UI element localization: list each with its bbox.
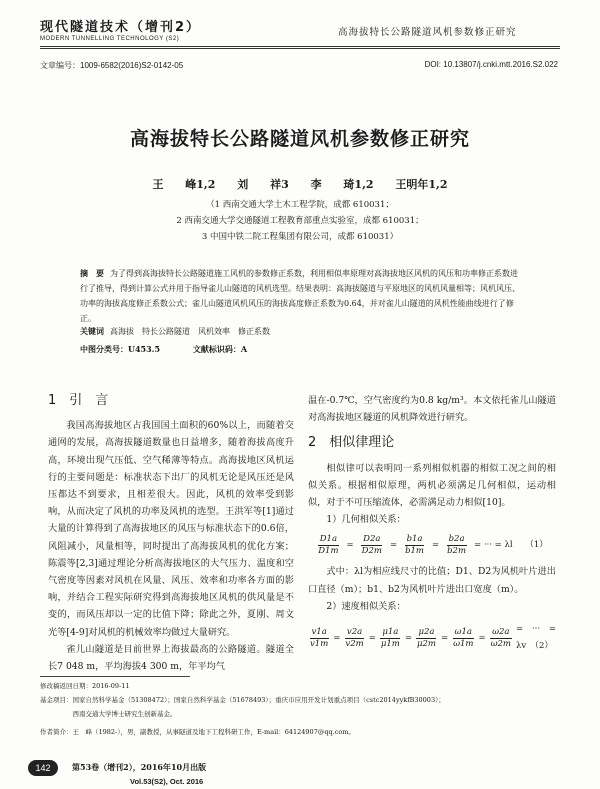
journal-name: 现代隧道技术（增刊2） [40,20,202,35]
journal-name-en: MODERN TUNNELLING TECHNOLOGY (S2) [40,36,180,42]
fraction: $\frac{\omega 2a}{\omega 2m}$ [490,626,511,649]
footnote-rule [40,676,190,677]
affiliation: 3 中国中铁二院工程集团有限公司，成都 610031） [201,232,399,242]
fraction: $\frac{\omega 1a}{\omega 1m}$ [453,626,474,649]
left-column [48,392,294,675]
abstract [80,266,520,326]
fraction: $\frac{b1a}{b1m}$ [405,534,424,557]
fraction: $\frac{\mu 2a}{\mu 2m}$ [416,626,436,649]
running-title: 高海拔特长公路隧道风机参数修正研究 [338,27,517,38]
affiliation: 2 西南交通大学交通隧道工程教育部重点实验室，成都 610031； [176,216,424,226]
footnote: 修改稿返回日期：2016-09-11 [40,682,130,690]
footer-volume: Vol.53(S2), Oct. 2016 [130,777,204,786]
list-item: 2）速度相似关系： [326,600,406,612]
equation-1: $\frac{D1a}{D1m}$ = $\frac{D2a}{D2m}$ = $\frac{b1a}{b1m}$ = $\frac{b2a}{b2m}$ = ··· = λl （1） [318,534,548,557]
author: 李 琦1,2 [310,178,374,191]
fraction: $\frac{b2a}{b2m}$ [447,534,467,557]
classification [80,342,520,357]
paragraph: 我国高海拔地区占我国国土面积的60%以上，而随着交通网的发展，高海拔隧道数量也日益增多，随着海拔高度升高，环境出现气压低、空气稀薄等特点。高海拔地区风机运行的主要问题是：标准状态下出厂的风机无论是风压还是风压都达不到要求，且相差很大。因此，风机的效率受到影响，从而决定了风机的功率及风机的选型。王洪军等[1]通过大量的计算得到了高海拔地区的风压与标准状态下的0.6倍，风阻减小，风量相等，同时提出了高海拔风机的优化方案；陈震等[2,3]通过理论分析高海拔地区的大气压力、温度和空气密度等因素对风机在风量、风压、效率和功率各方面的影响，并结合工程实际研究得到高海拔地区风机的供风量是不变的，而风压却以一定的比值下降；除此之外，夏刚、周文光等[4-9]对风机的机械效率均做过大量研究。 [48,420,294,638]
affiliation: （1 西南交通大学土木工程学院，成都 610031； [206,200,394,210]
keywords [80,324,520,339]
paragraph: 温在-0.7℃，空气密度约为0.8 kg/m³。本文依托雀儿山隧道对高海拔地区隧道的风机降效进行研究。 [308,395,556,424]
author-list [0,176,600,192]
fraction: $\frac{\mu 1a}{\mu 1m}$ [380,626,400,649]
author: 刘 祥3 [237,178,289,191]
clc-code: 中图分类号：U453.5 [80,344,161,354]
paragraph: 雀儿山隧道是目前世界上海拔最高的公路隧道。隧道全长7 048 m，平均海拔4 300 m，年平均气 [48,643,294,673]
paper-title: 高海拔特长公路隧道风机参数修正研究 [129,128,470,150]
doi: DOI: 10.13807/j.cnki.mtt.2016.S2.022 [424,60,558,69]
right-column [308,392,556,661]
fraction: $\frac{D1a}{D1m}$ [318,534,339,557]
fraction: $\frac{D2a}{D2m}$ [361,534,382,557]
paragraph: 相似律可以表明同一系列相似机器的相似工况之间的相似关系。根据相似原理，两机必须满足几何相似，运动相似，对于不可压缩流体，必需满足动力相似[10]。 [308,462,556,509]
header-rule [40,46,560,47]
equation-tail: = ··· = λl （1） [474,540,548,551]
fraction: $\frac{v1a}{v1m}$ [310,626,329,649]
abstract-text: 为了得到高海拔特长公路隧道施工风机的参数修正系数，利用相似率原理对高海拔地区风机的风压和功率修正系数进行了推导，得到计算公式并用于指导雀儿山隧道的风机选型。结果表明：高海拔隧道与平原地区的风机风量相等；风机风压、功率的海拔高度修正系数公式；雀儿山隧道风机风压的海拔高度修正系数为0.64，并对雀儿山隧道的风机性能曲线进行了修正。 [80,269,520,323]
section-heading: 2 相似律理论 [308,435,395,451]
footer-issue: 第53卷（增刊2），2016年10月出版 [72,762,207,772]
paragraph: 式中：λl为相应线尺寸的比值；D1、D2为风机叶片进出口直径（m）；b1、b2为风机叶片进出口宽度（m）。 [308,566,556,595]
keywords-text: 高海拔 特长公路隧道 风机效率 修正系数 [110,327,270,336]
list-item: 1）几何相似关系： [326,514,406,526]
page-number: 142 [28,760,58,776]
keywords-label: 关键词 [80,327,104,336]
abstract-label: 摘 要 [80,269,104,278]
footnote: 西南交通大学博士研究生创新基金。 [40,710,177,718]
section-heading: 1 引 言 [48,393,109,408]
author: 王明年1,2 [395,178,448,191]
footnote: 基金项目：国家自然科学基金（51308472）；国家自然科学基金（51678493）；重庆市应用开发计划重点项目（cstc2014yykfB30003）； [40,696,445,704]
author: 王 峰1,2 [152,178,216,191]
footnote: 作者简介：王 峰（1982-），男，副教授，从事隧道及地下工程科研工作，E-mail：64124907@qq.com。 [40,728,355,736]
header-rule-2 [40,48,560,49]
article-id: 文章编号：1009-6582(2016)S2-0142-05 [40,61,184,70]
fraction: $\frac{v2a}{v2m}$ [345,626,364,649]
document-code: 文献标识码：A [192,344,248,354]
equation-tail: = ··· = λv （2） [516,624,556,652]
equation-2: $\frac{v1a}{v1m}$ = $\frac{v2a}{v2m}$ = $\frac{\mu 1a}{\mu 1m}$ = $\frac{\mu 2a}{\mu 2m}$ = $\frac{\omega 1a}{\omega 1m}$ = $\frac{\omega 2a}{\omega 2m}$ = ··· = λv （2） [308,621,556,655]
